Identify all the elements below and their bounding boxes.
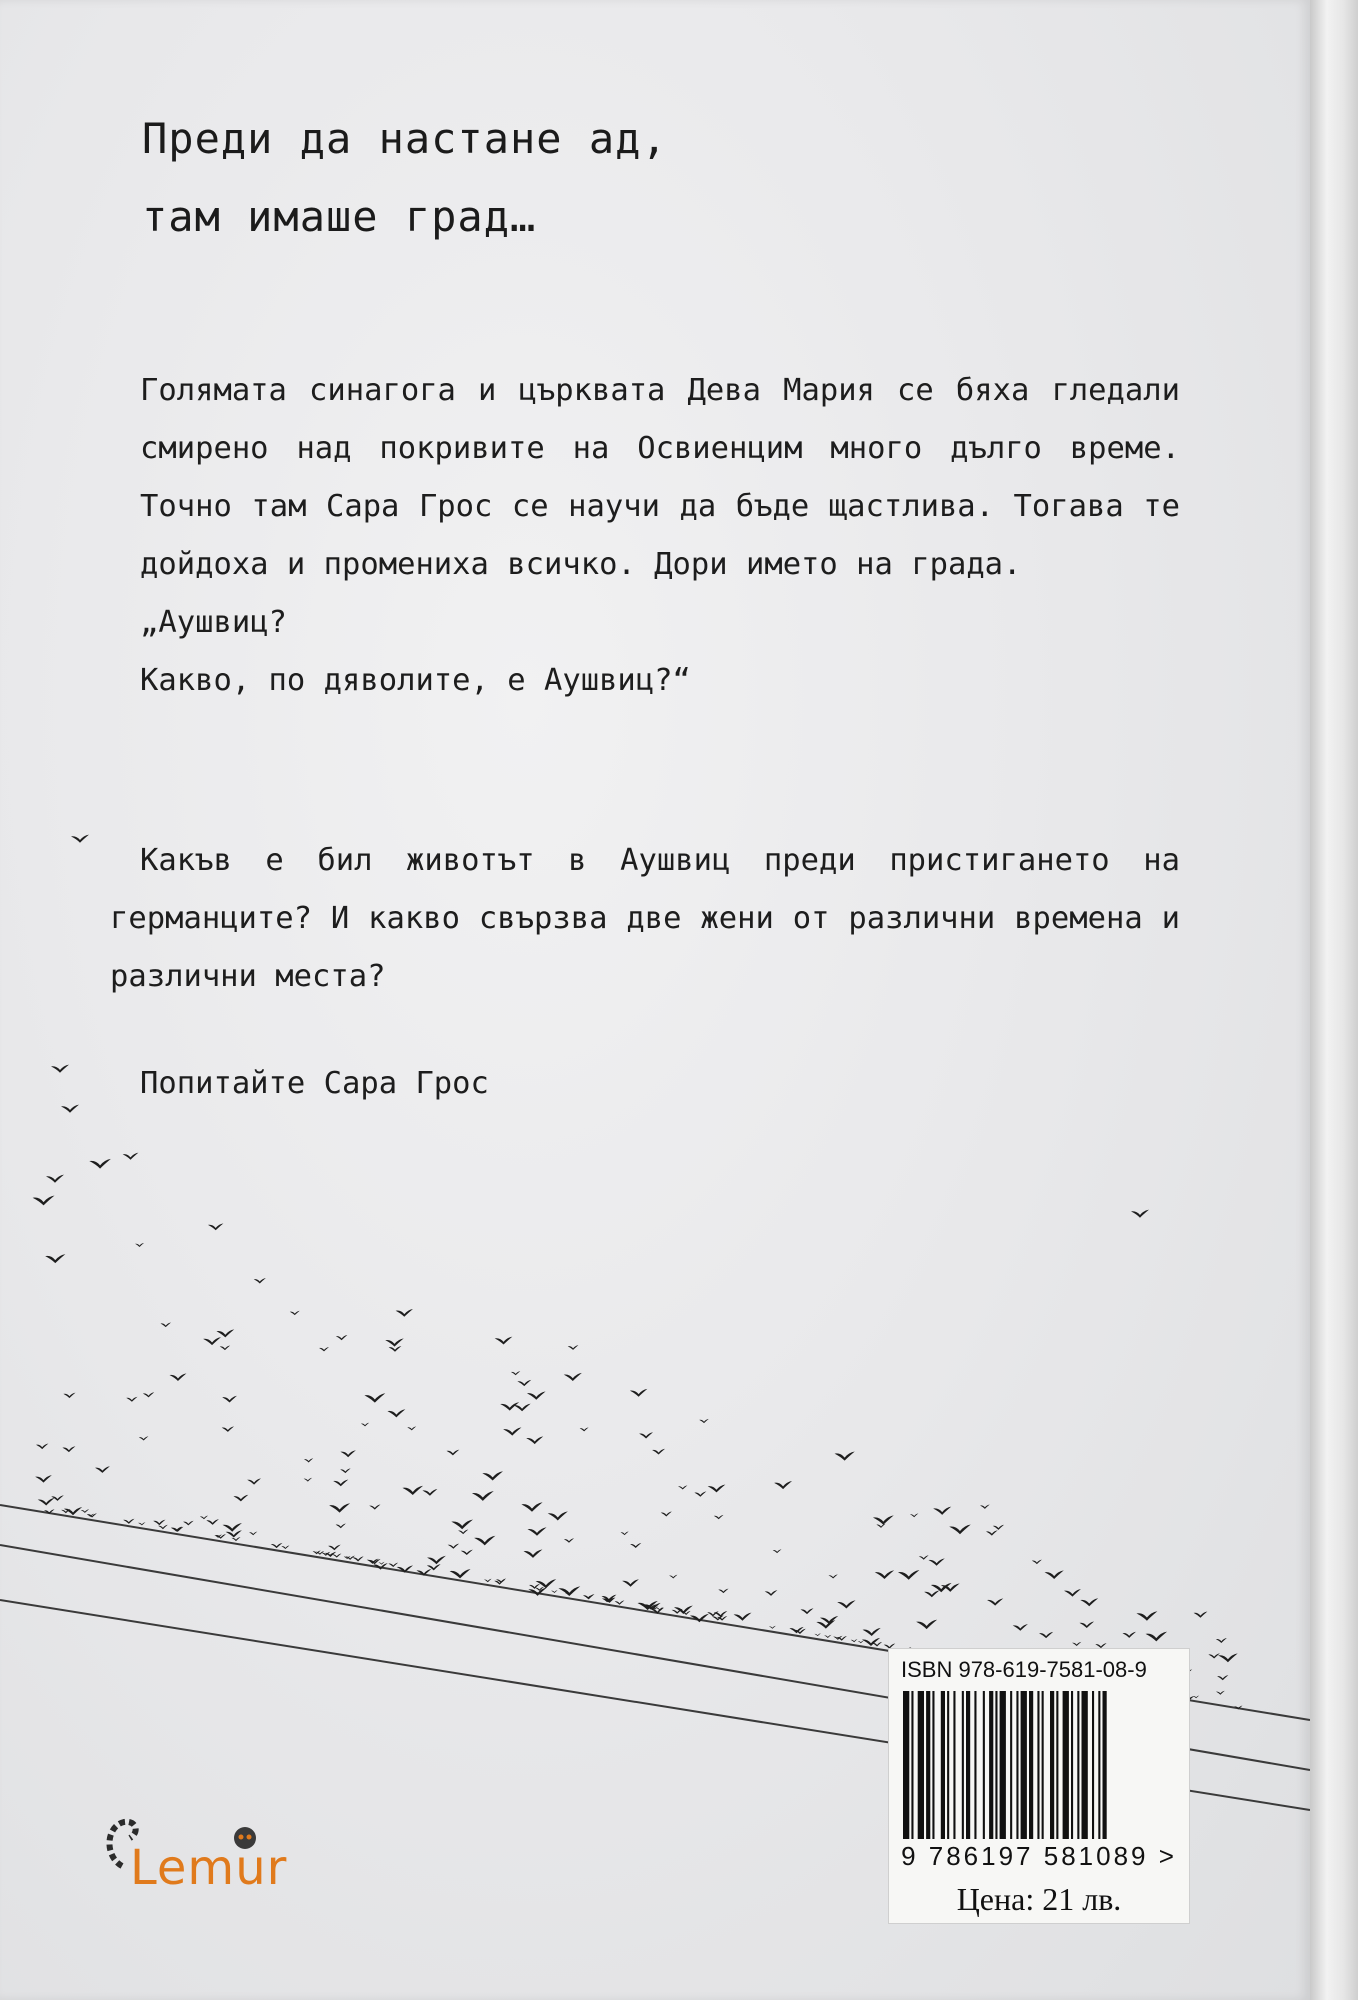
publisher-logo xyxy=(100,1812,330,1902)
bird-icon xyxy=(427,1556,446,1564)
bird-icon xyxy=(89,1159,111,1169)
bird-icon xyxy=(824,1635,831,1638)
bird-icon xyxy=(503,1427,521,1435)
bird-icon xyxy=(33,1196,55,1206)
ean-number: 9 786197 581089 > xyxy=(901,1841,1177,1871)
bird-icon xyxy=(630,1543,641,1548)
bird-icon xyxy=(1216,1638,1227,1643)
bird-icon xyxy=(1136,1611,1157,1620)
blurb-paragraph-1 xyxy=(140,362,1180,710)
bird-icon xyxy=(661,1512,672,1517)
bird-icon xyxy=(987,1598,1003,1605)
bird-icon xyxy=(1064,1589,1081,1597)
bird-icon xyxy=(863,1628,881,1636)
bird-icon xyxy=(271,1543,283,1548)
bird-icon xyxy=(916,1620,937,1629)
bird-icon xyxy=(1080,1598,1098,1606)
bird-icon xyxy=(622,1579,639,1587)
bird-icon xyxy=(422,1489,437,1496)
bird-icon xyxy=(928,1558,944,1565)
bird-icon xyxy=(551,1590,557,1593)
bird-icon xyxy=(126,1397,137,1402)
bird-icon xyxy=(169,1373,186,1381)
bird-icon xyxy=(387,1409,405,1417)
bird-icon xyxy=(361,1423,369,1427)
bird-icon xyxy=(290,1311,300,1315)
bird-icon xyxy=(396,1309,413,1317)
bird-icon xyxy=(699,1419,708,1423)
bird-icon xyxy=(220,1345,230,1350)
bird-icon xyxy=(51,1495,64,1501)
bird-icon xyxy=(835,1452,855,1461)
bird-icon xyxy=(352,1556,363,1561)
bird-icon xyxy=(621,1532,629,1536)
bird-icon xyxy=(45,1254,65,1263)
blurb-paragraph-3-text: Попитайте Сара Грос xyxy=(140,1066,489,1101)
bird-icon xyxy=(51,1065,69,1073)
bird-icon xyxy=(1039,1632,1053,1638)
bird-icon xyxy=(123,1519,134,1524)
bird-icon xyxy=(71,835,89,843)
tagline xyxy=(142,100,1042,256)
bird-icon xyxy=(898,1570,920,1580)
price-label: Цена: 21 лв. xyxy=(956,1881,1122,1917)
bird-icon xyxy=(639,1432,653,1438)
bird-icon xyxy=(511,1371,520,1375)
bird-icon xyxy=(548,1511,568,1520)
publisher-logo-text: Lemur xyxy=(130,1840,288,1896)
bird-icon xyxy=(200,1516,208,1520)
bird-icon xyxy=(62,1446,75,1452)
bird-icon xyxy=(714,1611,727,1617)
bird-icon xyxy=(340,1468,350,1473)
bird-icon xyxy=(222,1426,234,1432)
bird-icon xyxy=(495,1337,513,1345)
bird-icon xyxy=(949,1525,971,1535)
bird-icon xyxy=(226,1530,242,1537)
blurb-paragraph-2-text: Какъв е бил животът в Аушвиц преди пристигането на германците? И какво свързва две жени от различни времена и различни места? xyxy=(110,843,1180,994)
bird-icon xyxy=(769,1626,776,1629)
bird-icon xyxy=(615,1600,625,1604)
blurb-paragraph-3 xyxy=(140,1055,940,1113)
bird-icon xyxy=(36,1444,48,1450)
bird-icon xyxy=(580,1427,589,1431)
bird-icon xyxy=(458,1530,468,1535)
bird-icon xyxy=(524,1549,543,1558)
bird-icon xyxy=(924,1590,939,1597)
bird-icon xyxy=(407,1426,416,1430)
bird-icon xyxy=(1146,1632,1168,1642)
tagline-line-1: Преди да настане ад, xyxy=(142,114,668,163)
bird-icon xyxy=(389,1346,402,1352)
bird-icon xyxy=(139,1436,149,1440)
bird-icon xyxy=(765,1590,778,1596)
bird-icon xyxy=(986,1530,998,1535)
bird-icon xyxy=(135,1243,144,1247)
barcode-icon xyxy=(901,1691,1177,1839)
bird-icon xyxy=(933,1507,951,1515)
bird-icon xyxy=(38,1498,55,1506)
bird-icon xyxy=(474,1536,495,1546)
bird-icon xyxy=(875,1570,894,1579)
bird-icon xyxy=(333,1479,348,1486)
bird-icon xyxy=(247,1478,261,1484)
bird-icon xyxy=(447,1450,460,1456)
isbn-label: ISBN 978-619-7581-08-9 xyxy=(901,1657,1147,1682)
bird-icon xyxy=(233,1495,248,1502)
bird-icon xyxy=(837,1600,855,1608)
bird-icon xyxy=(158,1525,168,1529)
bird-icon xyxy=(714,1515,724,1519)
bird-icon xyxy=(527,1527,546,1536)
bird-icon xyxy=(708,1484,726,1492)
bird-icon xyxy=(427,1564,441,1570)
bird-icon xyxy=(402,1486,423,1495)
bird-icon xyxy=(1216,1691,1225,1695)
bird-icon xyxy=(718,1589,728,1594)
bird-icon xyxy=(138,1522,145,1525)
bird-icon xyxy=(1218,1653,1238,1662)
barcode-box xyxy=(888,1648,1190,1924)
bird-icon xyxy=(340,1450,355,1457)
bird-icon xyxy=(319,1347,329,1351)
bird-icon xyxy=(183,1521,194,1526)
bird-icon xyxy=(536,1579,557,1588)
bird-icon xyxy=(564,1538,574,1543)
bird-icon xyxy=(568,1345,579,1350)
bird-icon xyxy=(254,1278,266,1283)
bird-icon xyxy=(678,1485,687,1489)
bird-icon xyxy=(774,1481,792,1489)
bird-icon xyxy=(304,1478,312,1482)
bird-icon xyxy=(1217,1675,1228,1680)
bird-icon xyxy=(153,1520,165,1526)
bird-icon xyxy=(1045,1570,1064,1579)
bird-icon xyxy=(451,1519,473,1529)
bird-icon xyxy=(734,1613,752,1621)
bird-icon xyxy=(980,1505,990,1509)
bird-icon xyxy=(369,1505,380,1510)
blurb-paragraph-1-text: Голямата синагога и църквата Дева Мария се бяха гледали смирено над покривите на Освиенцим много дълго време. Точно там Сара Грос се научи да бъде щастлива. Тогава те дойдоха и промениха всичко. Дори името на града. xyxy=(140,373,1180,582)
bird-icon xyxy=(1194,1611,1208,1617)
bird-icon xyxy=(281,1545,289,1549)
bird-icon xyxy=(1072,1642,1081,1646)
bird-icon xyxy=(385,1338,404,1346)
blurb-quote-line-1: „Аушвиц? xyxy=(140,605,287,640)
bird-icon xyxy=(482,1471,503,1480)
bird-icon xyxy=(336,1335,348,1340)
bird-icon xyxy=(249,1532,257,1536)
bird-icon xyxy=(61,1105,79,1113)
bird-icon xyxy=(484,1579,492,1582)
bird-icon xyxy=(35,1475,52,1483)
bird-icon xyxy=(329,1503,350,1512)
bird-icon xyxy=(529,1584,540,1589)
blurb-paragraph-2 xyxy=(110,832,1180,1006)
bird-icon xyxy=(336,1524,346,1529)
bird-icon xyxy=(652,1449,665,1455)
bird-icon xyxy=(81,1509,89,1513)
bird-icon xyxy=(521,1502,542,1512)
bird-icon xyxy=(95,1466,110,1473)
bird-icon xyxy=(143,1392,154,1397)
bird-icon xyxy=(694,1491,706,1496)
bird-icon xyxy=(773,1549,782,1553)
bird-icon xyxy=(1122,1632,1136,1638)
bird-icon xyxy=(828,1574,837,1578)
bird-icon xyxy=(814,1633,820,1636)
bird-icon xyxy=(526,1436,543,1444)
bird-icon xyxy=(876,1524,885,1528)
book-spine-edge xyxy=(1310,0,1358,2000)
bird-icon xyxy=(630,1389,647,1397)
bird-icon xyxy=(216,1329,234,1337)
bird-icon xyxy=(1208,1653,1219,1658)
bird-icon xyxy=(448,1544,459,1549)
bird-icon xyxy=(993,1525,1004,1530)
bird-icon xyxy=(564,1373,582,1381)
bird-icon xyxy=(1013,1624,1028,1631)
bird-icon xyxy=(919,1555,929,1559)
bird-icon xyxy=(472,1491,494,1501)
bird-icon xyxy=(203,1337,221,1345)
bird-icon xyxy=(208,1223,223,1230)
bird-icon xyxy=(910,1513,918,1517)
bird-icon xyxy=(527,1391,546,1399)
bird-icon xyxy=(1193,1695,1199,1698)
bird-icon xyxy=(388,1563,398,1567)
bird-icon xyxy=(46,1175,64,1183)
bird-icon xyxy=(669,1575,677,1579)
bird-icon xyxy=(514,1404,531,1412)
bird-icon xyxy=(851,1639,858,1642)
bird-icon xyxy=(1032,1560,1042,1565)
bird-icon xyxy=(517,1380,531,1386)
bird-icon xyxy=(123,1153,139,1160)
bird-icon xyxy=(801,1608,814,1614)
bird-icon xyxy=(873,1515,894,1524)
tagline-line-2: там имаше град… xyxy=(142,192,537,241)
bird-icon xyxy=(461,1550,473,1555)
bird-icon xyxy=(1079,1621,1094,1628)
bird-icon xyxy=(63,1393,75,1398)
bird-icon xyxy=(223,1523,242,1532)
bird-icon xyxy=(231,1537,240,1541)
bird-icon xyxy=(160,1322,170,1327)
bird-icon xyxy=(858,1640,864,1643)
bird-icon xyxy=(328,1545,341,1551)
bird-icon xyxy=(364,1393,385,1402)
bird-icon xyxy=(206,1519,219,1525)
bird-icon xyxy=(222,1396,237,1403)
bird-icon xyxy=(378,1562,384,1565)
bird-icon xyxy=(1131,1210,1149,1218)
bird-icon xyxy=(304,1458,313,1462)
blurb-quote-line-2: Какво, по дяволите, е Аушвиц?“ xyxy=(140,663,691,698)
